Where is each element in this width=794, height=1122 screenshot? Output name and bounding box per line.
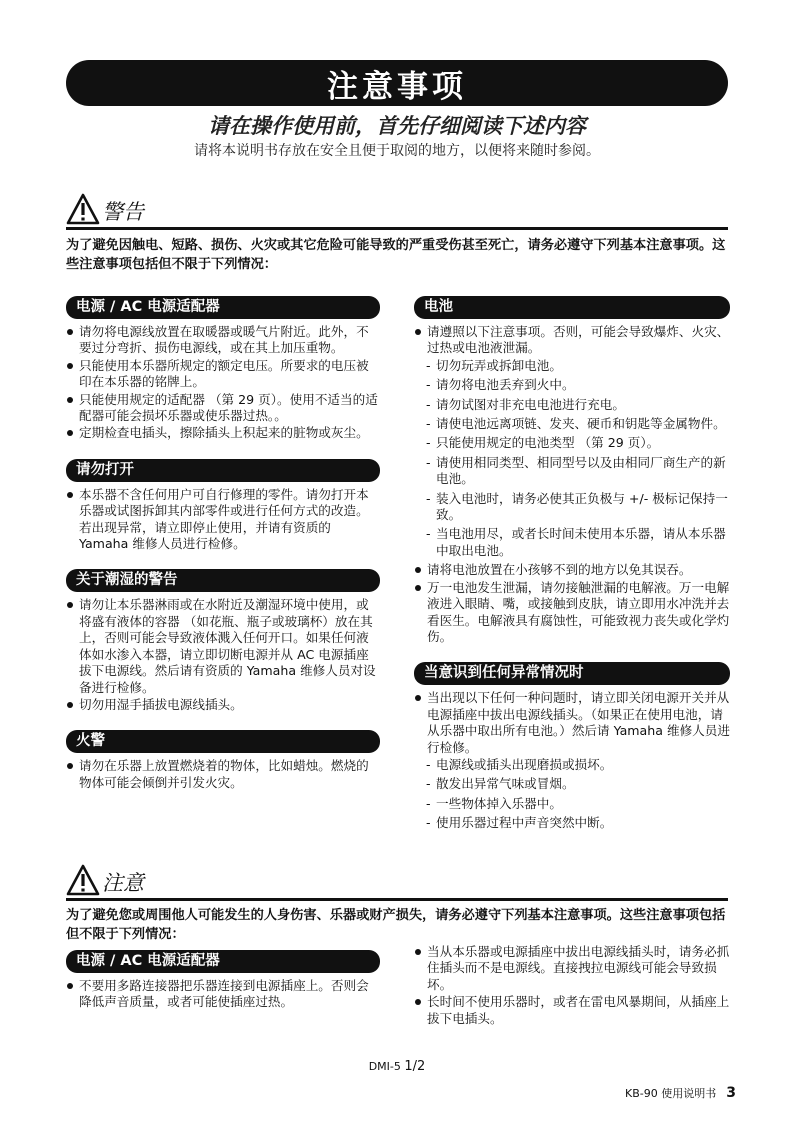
- page-note: 请将本说明书存放在安全且便于取阅的地方，以便将来随时参阅。: [194, 143, 600, 159]
- caution-intro: 为了避免您或周围他人可能发生的人身伤害、乐器或财产损失，请务必遵守下列基本注意事项。这些注意事项包括但不限于下列情况：: [66, 908, 726, 942]
- list-item: 请勿让本乐器淋雨或在水附近及潮湿环境中使用，或将盛有液体的容器 （如花瓶、瓶子或玻璃杯）放在其上，否则可能会导致液体溅入任何开口。如果任何液体如水渗入本器，请立即切断电源并从 AC 电源插座拔下电源线。然后请有资质的 Yamaha 维修人员对设备进行检修。: [66, 597, 380, 695]
- caution-title: 注意: [102, 871, 144, 895]
- document-code: DMI-5: [368, 1060, 401, 1073]
- warning-left-column: [66, 296, 380, 792]
- sub-list-item: - 只能使用规定的电池类型 （第 29 页）。: [414, 435, 730, 451]
- sub-list-item: - 一些物体掉入乐器中。: [414, 796, 730, 812]
- list-item: 当出现以下任何一种问题时，请立即关闭电源开关并从电源插座中拔出电源线插头。（如果正在使用电池，请从乐器中取出所有电池。）然后请 Yamaha 维修人员进行检修。: [414, 690, 730, 756]
- page-subtitle: 请在操作使用前，首先仔细阅读下述内容: [208, 114, 586, 138]
- fire-warning-list: [66, 758, 380, 791]
- section-battery: 电池: [414, 296, 730, 319]
- section-fire-warning: 火警: [66, 730, 380, 753]
- sub-list-item: - 电源线或插头出现磨损或损坏。: [414, 757, 730, 773]
- caution-left-column: [66, 950, 380, 1012]
- sub-list-item: - 请勿试图对非充电电池进行充电。: [414, 397, 730, 413]
- abnormal-sublist: [414, 757, 730, 832]
- list-item: 只能使用规定的适配器 （第 29 页）。使用不适当的适配器可能会损坏乐器或使乐器过热。。: [66, 392, 380, 425]
- list-item: 切勿用湿手插拔电源线插头。: [66, 697, 380, 713]
- sub-list-item: - 请使电池远离项链、发夹、硬币和钥匙等金属物件。: [414, 416, 730, 432]
- abnormal-list: [414, 690, 730, 756]
- list-item: 长时间不使用乐器时，或者在雷电风暴期间，从插座上拔下电插头。: [414, 994, 730, 1027]
- sub-list-item: - 当电池用尽，或者长时间未使用本乐器，请从本乐器中取出电池。: [414, 526, 730, 559]
- list-item: 请勿在乐器上放置燃烧着的物体，比如蜡烛。燃烧的物体可能会倾倒并引发火灾。: [66, 758, 380, 791]
- list-item: 本乐器不含任何用户可自行修理的零件。请勿打开本乐器或试图拆卸其内部零件或进行任何方式的改造。若出现异常，请立即停止使用，并请有资质的 Yamaha 维修人员进行检修。: [66, 487, 380, 553]
- warning-right-column: [414, 296, 730, 835]
- water-warning-list: [66, 597, 380, 713]
- footer-code: [0, 1059, 794, 1074]
- list-item: 请勿将电源线放置在取暖器或暖气片附近。此外，不要过分弯折、损伤电源线，或在其上加压重物。: [66, 324, 380, 357]
- list-item: 只能使用本乐器所规定的额定电压。所要求的电压被印在本乐器的铭牌上。: [66, 358, 380, 391]
- caution-right-column: [414, 944, 730, 1028]
- list-item: 请遵照以下注意事项。否则，可能会导致爆炸、火灾、过热或电池液泄漏。: [414, 324, 730, 357]
- sub-list-item: - 请勿将电池丢弃到火中。: [414, 377, 730, 393]
- page-number: 3: [726, 1085, 736, 1101]
- section-do-not-open: 请勿打开: [66, 459, 380, 482]
- caution-right-list: [414, 944, 730, 1027]
- sub-list-item: - 装入电池时，请务必使其正负极与 +/- 极标记保持一致。: [414, 491, 730, 524]
- warning-intro: 为了避免因触电、短路、损伤、火灾或其它危险可能导致的严重受伤甚至死亡，请务必遵守下列基本注意事项。这些注意事项包括但不限于下列情况：: [66, 238, 726, 272]
- list-item: 当从本乐器或电源插座中拔出电源线插头时，请务必抓住插头而不是电源线。直接拽拉电源线可能会导致损坏。: [414, 944, 730, 993]
- manual-label: KB-90 使用说明书: [625, 1087, 717, 1100]
- list-item: 不要用多路连接器把乐器连接到电源插座上。否则会降低声音质量，或者可能使插座过热。: [66, 978, 380, 1011]
- page-title: 注意事项: [327, 68, 467, 105]
- sub-list-item: - 切勿玩弄或拆卸电池。: [414, 358, 730, 374]
- list-item: 定期检查电插头，擦除插头上积起来的脏物或灰尘。: [66, 425, 380, 441]
- power-adaptor-list: [66, 324, 380, 442]
- section-water-warning: 关于潮湿的警告: [66, 569, 380, 592]
- caution-triangle-icon: [66, 864, 100, 896]
- battery-list: [414, 324, 730, 357]
- caution-heading: [66, 858, 728, 901]
- warning-triangle-icon: [66, 193, 100, 225]
- warning-heading: [66, 187, 728, 230]
- section-power-adaptor: 电源 / AC 电源适配器: [66, 296, 380, 319]
- battery-list-more: [414, 562, 730, 645]
- list-item: 万一电池发生泄漏，请勿接触泄漏的电解液。万一电解液进入眼睛、嘴，或接触到皮肤，请立即用水冲洗并去看医生。电解液具有腐蚀性，可能致视力丧失或化学灼伤。: [414, 580, 730, 646]
- page-fraction: 1/2: [404, 1059, 426, 1074]
- section-caution-power: 电源 / AC 电源适配器: [66, 950, 380, 973]
- do-not-open-list: [66, 487, 380, 553]
- footer-page-info: [625, 1085, 736, 1101]
- page-title-banner: [66, 60, 728, 106]
- list-item: 请将电池放置在小孩够不到的地方以免其误吞。: [414, 562, 730, 578]
- battery-sublist: [414, 358, 730, 559]
- sub-list-item: - 请使用相同类型、相同型号以及由相同厂商生产的新电池。: [414, 455, 730, 488]
- warning-title: 警告: [102, 200, 144, 224]
- section-abnormal: 当意识到任何异常情况时: [414, 662, 730, 685]
- sub-list-item: - 散发出异常气味或冒烟。: [414, 776, 730, 792]
- sub-list-item: - 使用乐器过程中声音突然中断。: [414, 815, 730, 831]
- caution-power-list: [66, 978, 380, 1011]
